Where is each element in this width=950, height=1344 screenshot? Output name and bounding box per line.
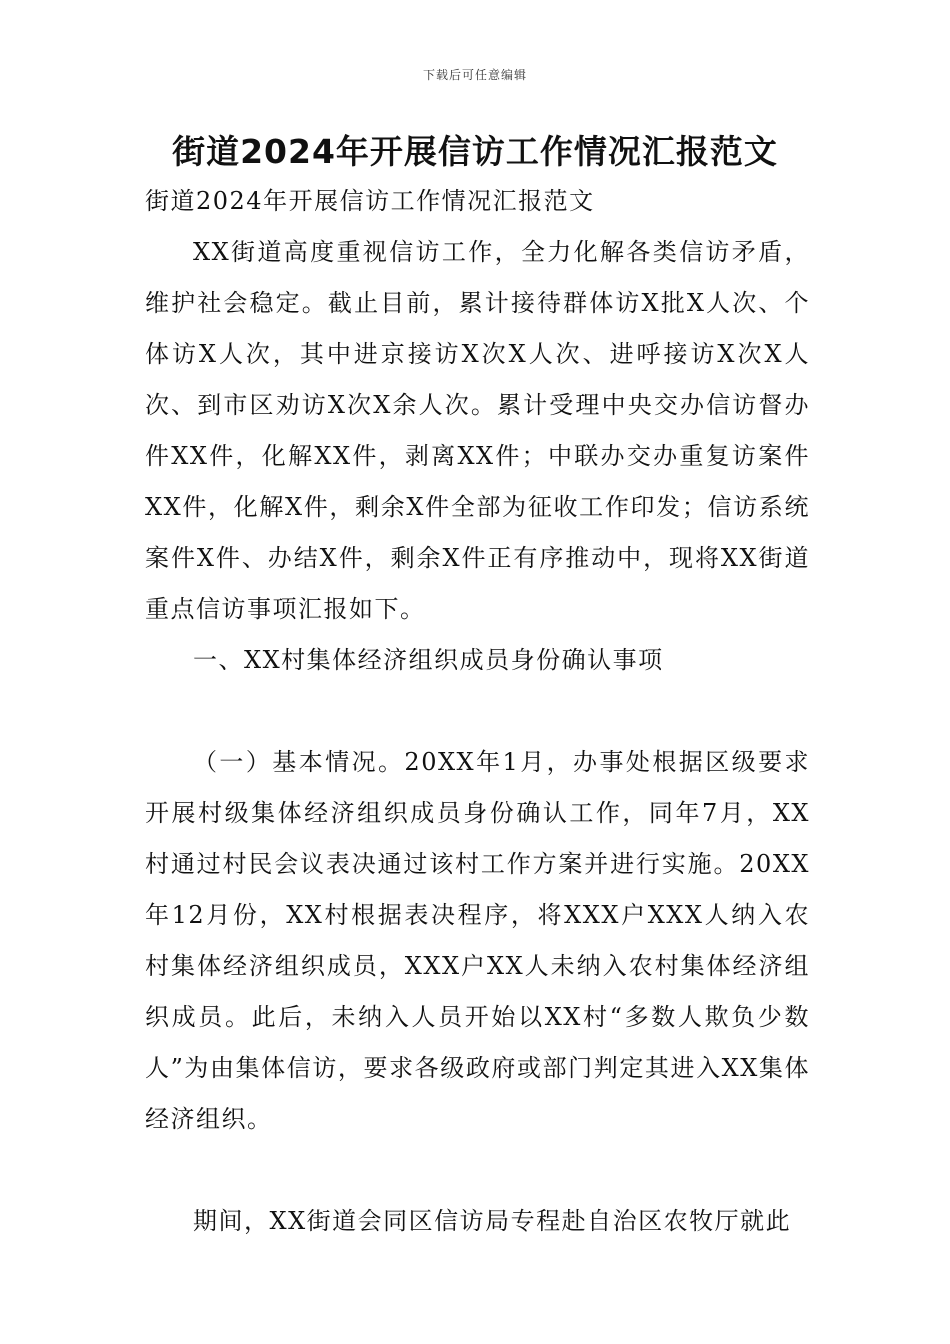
document-body xyxy=(145,176,810,1247)
paragraph-basic-situation: （一）基本情况。20XX年1月，办事处根据区级要求开展村级集体经济组织成员身份确认工作，同年7月，XX村通过村民会议表决通过该村工作方案并进行实施。20XX年12月份，XX村根据表决程序，将XXX户XXX人纳入农村集体经济组织成员，XXX户XX人未纳入农村集体经济组织成员。此后，未纳入人员开始以XX村“多数人欺负少数人”为由集体信访，要求各级政府或部门判定其进入XX集体经济组织。 xyxy=(145,748,810,1133)
header-note: 下载后可任意编辑 xyxy=(422,68,527,82)
paragraph-intro: XX街道高度重视信访工作，全力化解各类信访矛盾，维护社会稳定。截止目前，累计接待群体访X批X人次、个体访X人次，其中进京接访X次X人次、进呼接访X次X人次、到市区劝访X次X余人次。累计受理中央交办信访督办件XX件，化解XX件，剥离XX件；中联办交办重复访案件XX件，化解X件，剩余X件全部为征收工作印发；信访系统案件X件、办结X件，剩余X件正有序推动中，现将XX街道重点信访事项汇报如下。 xyxy=(145,238,810,623)
spacer xyxy=(145,1145,810,1196)
document-title: 街道2024年开展信访工作情况汇报范文 xyxy=(172,132,778,171)
section-heading-1: 一、XX村集体经济组织成员身份确认事项 xyxy=(193,646,664,674)
document-subtitle: 街道2024年开展信访工作情况汇报范文 xyxy=(145,187,595,215)
paragraph-meanwhile: 期间，XX街道会同区信访局专程赴自治区农牧厅就此 xyxy=(193,1207,792,1235)
spacer xyxy=(145,686,810,737)
